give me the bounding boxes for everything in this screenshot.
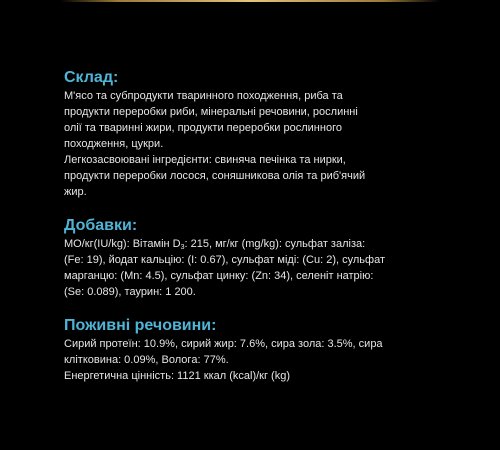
additives-text [64,236,444,300]
text-line: клітковина: 0.09%, Вологa: 77%. [64,354,229,366]
text-line: марганцю: (Mn: 4.5), сульфат цинку: (Zn: 34), селеніт натрію: [64,270,374,282]
text-line: Сирий протеїн: 10.9%, сирий жир: 7.6%, сира зола: 3.5%, сира [64,338,383,350]
content-column [64,68,444,384]
section-title-additives: Добавки: [64,217,138,234]
gold-divider [60,0,440,2]
text-line: продукти переробки лосося, соняшникова олія та риб'ячий [64,170,366,182]
text-line: М'ясо та субпродукти тваринного походження, риба та [64,90,343,102]
text-line: походження, цукри. [64,138,164,150]
text-line: (Fe: 19), йодат кальцію: (I: 0.67), сульфат міді: (Cu: 2), сульфат [64,254,385,266]
text-line: продукти переробки риби, мінеральні речовини, рослинні [64,106,358,118]
additives-line-start: МО/кг(IU/kg): Вітамін D [64,238,181,250]
section-additives [64,216,444,300]
vitamin-subscript: 3 [180,244,185,251]
section-title-composition: Склад: [64,69,119,86]
text-line: олії та тваринні жири, продукти переробки рослинного [64,122,342,134]
additives-line-end: : 215, мг/кг (mg/kg): сульфат заліза: [184,238,366,250]
text-line: Енергетична цінність: 1121 ккал (kcal)/кг (kg) [64,370,290,382]
section-title-nutrients: Поживні речовини: [64,317,217,334]
section-nutrients [64,316,444,384]
composition-text [64,88,444,200]
text-line: (Se: 0.089), таурин: 1 200. [64,286,196,298]
text-line [64,236,444,252]
text-line: Легкозасвоювані інгредієнти: свиняча печінка та нирки, [64,154,346,166]
section-composition [64,68,444,200]
nutrients-text [64,336,444,384]
text-line: жир. [64,186,87,198]
